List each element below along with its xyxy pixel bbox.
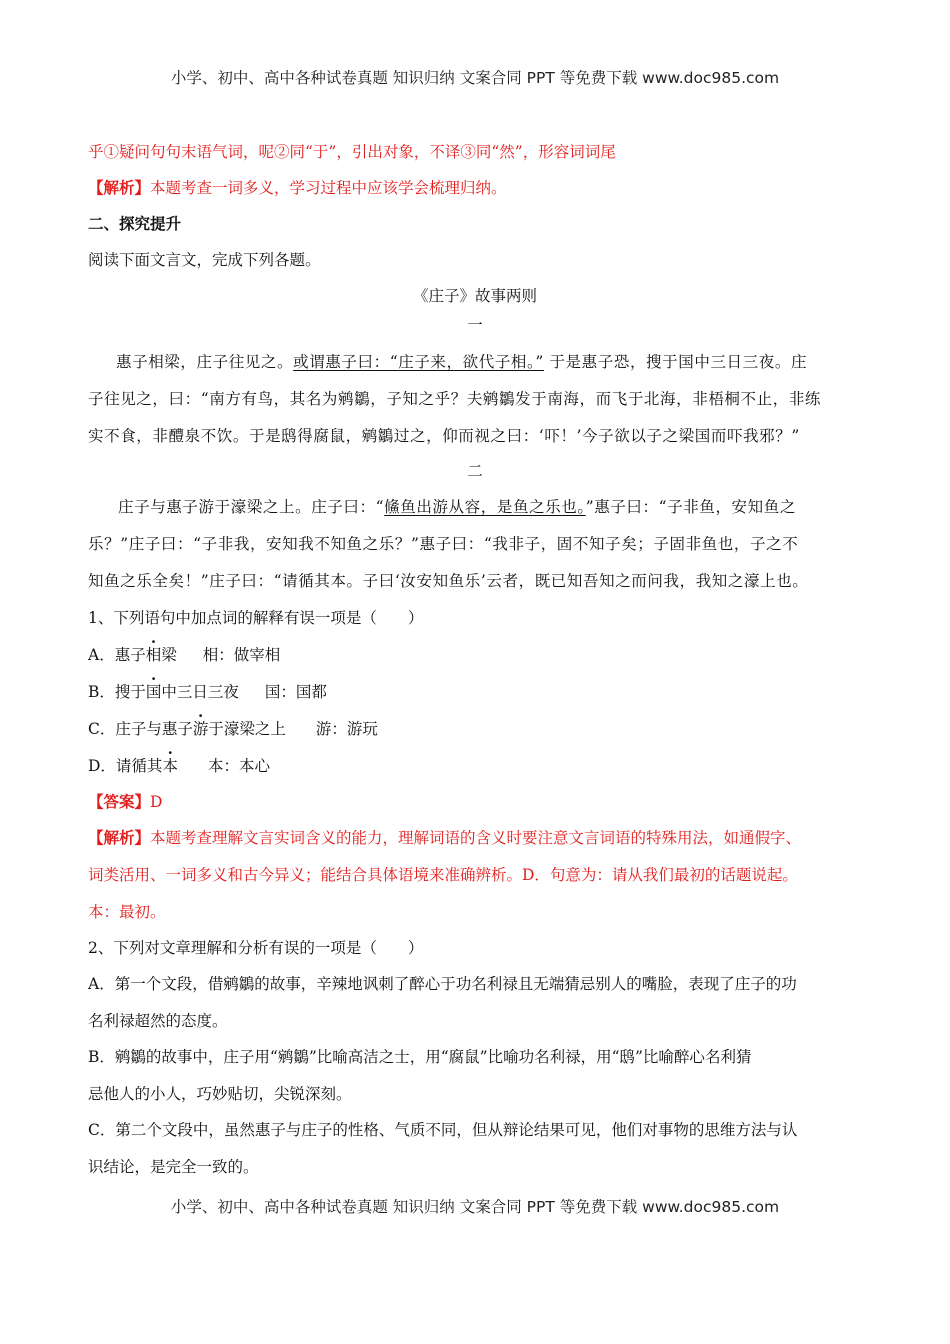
option-text: 梁 (161, 646, 177, 664)
q1-answer (88, 790, 162, 812)
story1-line-2: 子往见之，曰：“南方有鸟，其名为鹓鶵，子知之乎？夫鹓鶵发于南海，而飞于北海，非梧桐不止，非练 (88, 390, 822, 408)
question-1-stem: 1、下列语句中加点词的解释有误一项是（ ） (88, 609, 424, 627)
q1-analysis-line-3: 本：最初。 (88, 903, 166, 921)
story2-line-3: 知鱼之乐全矣！”庄子曰：“请循其本。子曰‘汝安知鱼乐’云者，既已知吾知之而问我，我知之濠上也。 (88, 572, 809, 590)
answer-value: D (150, 793, 163, 811)
option-text: B．搜于 (88, 683, 146, 701)
q1-option-a (88, 643, 280, 665)
page-header: 小学、初中、高中各种试卷真题 知识归纳 文案合同 PPT 等免费下载 www.doc985.com (170, 69, 780, 87)
q2-option-b-line-2: 忌他人的小人，巧妙贴切，尖锐深刻。 (88, 1085, 352, 1103)
question-2-stem: 2、下列对文章理解和分析有误的一项是（ ） (88, 939, 424, 957)
story1-text: 惠子相梁，庄子往见之。 (116, 353, 294, 371)
story1-line-1 (116, 350, 807, 372)
q2-option-a-line-1: A．第一个文段，借鹓鶵的故事，辛辣地讽刺了醉心于功名利禄且无端猜忌别人的嘴脸，表现了庄子的功 (88, 975, 797, 993)
q2-option-c-line-2: 识结论，是完全一致的。 (88, 1158, 259, 1176)
story2-number: 二 (467, 462, 483, 480)
story1-line-3: 实不食，非醴泉不饮。于是鸱得腐鼠，鹓鶵过之，仰而视之曰：‘吓！’今子欲以子之梁国而吓我邪？” (88, 427, 800, 445)
story2-text: 庄子与惠子游于濠梁之上。庄子曰：“ (118, 498, 385, 516)
analysis-tag: 【解析】 (88, 828, 151, 847)
q2-option-c-line-1: C．第二个文段中，虽然惠子与庄子的性格、气质不同，但从辩论结果可见，他们对事物的思维方法与认 (88, 1121, 798, 1139)
option-gloss: 国：国都 (264, 683, 327, 701)
q1-option-b (88, 680, 327, 702)
instruction: 阅读下面文言文，完成下列各题。 (88, 251, 321, 269)
q1-option-c (88, 717, 378, 739)
dotted-word: 相 (145, 646, 162, 664)
option-gloss: 本：本心 (207, 757, 270, 775)
analysis-text: 本题考查理解文言实词含义的能力，理解词语的含义时要注意文言词语的特殊用法，如通假字、 (150, 829, 802, 847)
q2-option-a-line-2: 名利禄超然的态度。 (88, 1012, 228, 1030)
answer-tag: 【答案】 (88, 792, 151, 811)
option-gloss: 游：游玩 (315, 720, 378, 738)
analysis-line-1 (88, 176, 507, 198)
story2-underlined: 鯈鱼出游从容，是鱼之乐也。 (384, 498, 586, 516)
story2-text: ”惠子曰：“子非鱼，安知鱼之 (585, 498, 796, 516)
analysis-text: 本题考查一词多义，学习过程中应该学会梳理归纳。 (150, 179, 507, 197)
passage-title: 《庄子》故事两则 (412, 287, 537, 305)
option-gloss: 相：做宰相 (202, 646, 281, 664)
section-heading: 二、探究提升 (88, 214, 182, 233)
q1-analysis-line-2: 词类活用、一词多义和古今异义；能结合具体语境来准确辨析。D．句意为：请从我们最初的话题说起。 (88, 866, 798, 884)
analysis-tag: 【解析】 (88, 178, 151, 197)
story1-underlined: 或谓惠子曰：“庄子来，欲代子相。” (293, 353, 544, 371)
option-text: A．惠子 (88, 646, 146, 664)
option-text: 于濠梁之上 (208, 720, 286, 738)
q2-option-b-line-1: B．鹓鶵的故事中，庄子用“鹓鶵”比喻高洁之士，用“腐鼠”比喻功名利禄，用“鸱”比喻醉心名利猜 (88, 1048, 752, 1066)
page-footer: 小学、初中、高中各种试卷真题 知识归纳 文案合同 PPT 等免费下载 www.doc985.com (170, 1198, 780, 1216)
story2-line-2: 乐？”庄子曰：“子非我，安知我不知鱼之乐？”惠子曰：“我非子，固不知子矣；子固非鱼也，子之不 (88, 535, 799, 553)
story1-number: 一 (467, 316, 483, 334)
option-text: D．请循其 (88, 757, 163, 775)
hu-definition-line: 乎①疑问句句末语气词，呢②同“于”，引出对象，不译③同“然”，形容词词尾 (88, 143, 616, 161)
dotted-word: 国 (145, 683, 162, 701)
option-text: C．庄子与惠子 (88, 720, 193, 738)
dotted-word: 本 (162, 757, 178, 775)
story1-text: 于是惠子恐，搜于国中三日三夜。庄 (543, 353, 808, 371)
q1-option-d (88, 754, 270, 776)
story2-line-1 (118, 495, 796, 517)
option-text: 中三日三夜 (161, 683, 239, 701)
dotted-word: 游 (192, 720, 209, 738)
q1-analysis-line-1 (88, 826, 801, 848)
